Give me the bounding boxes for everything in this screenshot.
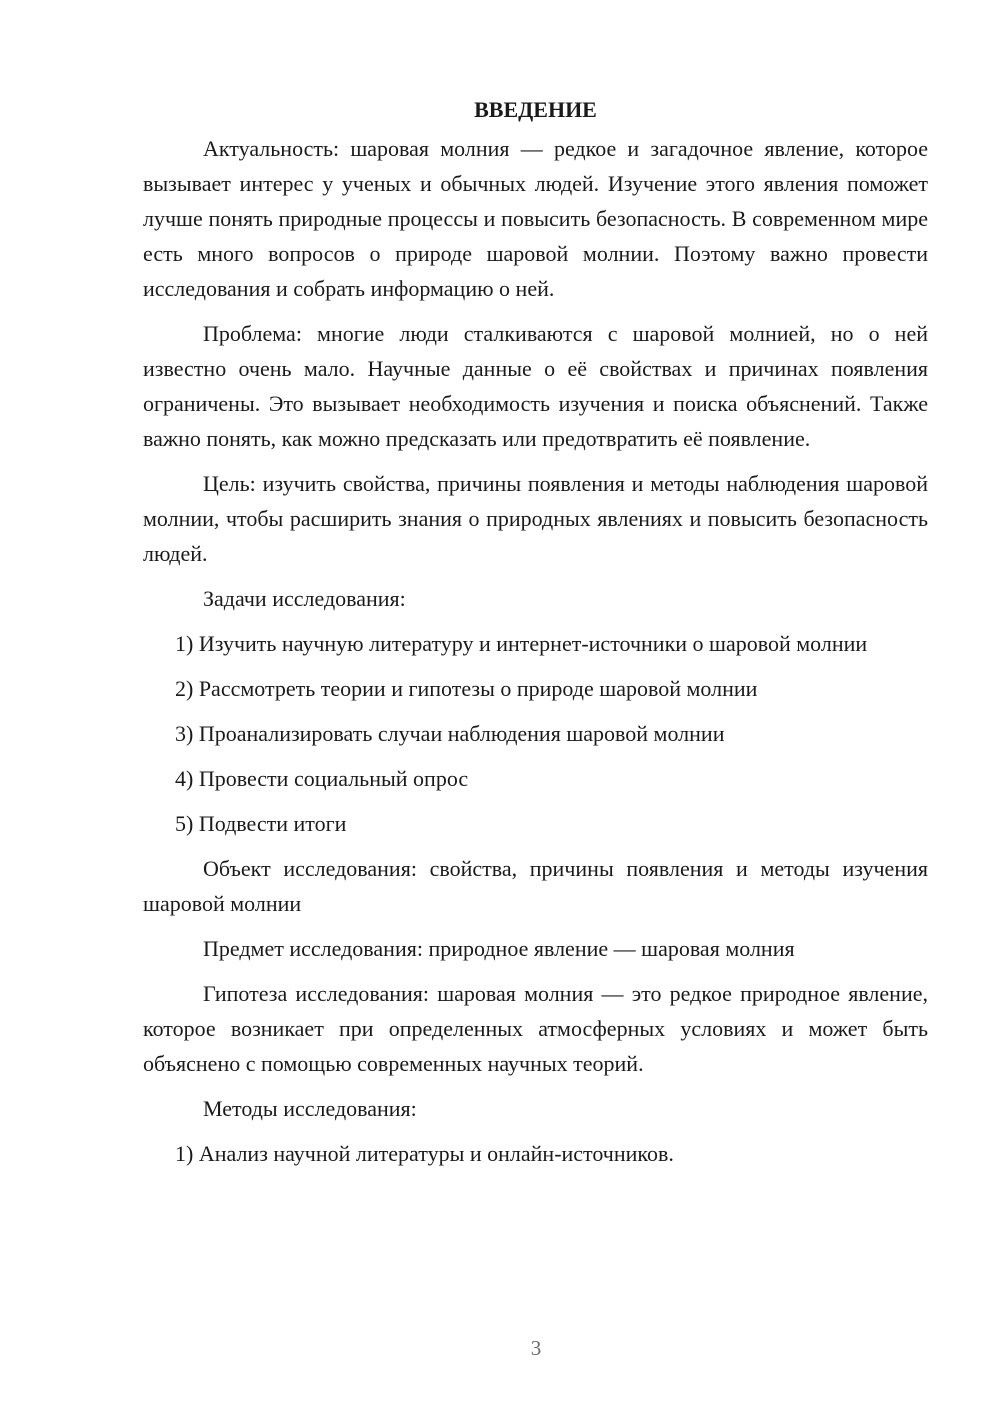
page-number: 3 — [530, 1336, 542, 1360]
list-item: 2) Рассмотреть теории и гипотезы о природе шаровой молнии — [175, 676, 758, 701]
methods-title: Методы исследования: — [203, 1096, 417, 1121]
page-content — [143, 92, 928, 1181]
problem-paragraph: Проблема: многие люди сталкиваются с шаровой молнией, но о ней известно очень мало. Научные данные о её свойствах и причинах появления ограничены. Это вызывает необходимость изучения и поиска объяснений. Также важно понять, как можно предсказать или предотвратить её появление. — [143, 321, 928, 451]
methods-list — [143, 1136, 928, 1171]
list-item: 4) Провести социальный опрос — [175, 766, 469, 791]
tasks-title: Задачи исследования: — [203, 586, 406, 611]
object-paragraph: Объект исследования: свойства, причины появления и методы изучения шаровой молнии — [143, 856, 928, 916]
hypothesis-paragraph: Гипотеза исследования: шаровая молния — это редкое природное явление, которое возникает при определенных атмосферных условиях и может быть объяснено с помощью современных научных теорий. — [143, 981, 928, 1076]
goal-paragraph: Цель: изучить свойства, причины появления и методы наблюдения шаровой молнии, чтобы расширить знания о природных явлениях и повысить безопасность людей. — [143, 471, 928, 566]
list-item: 3) Проанализировать случаи наблюдения шаровой молнии — [175, 721, 725, 746]
list-item: 5) Подвести итоги — [175, 811, 347, 836]
page-title: ВВЕДЕНИЕ — [474, 97, 597, 122]
list-item: 1) Анализ научной литературы и онлайн-источников. — [175, 1141, 674, 1166]
relevance-paragraph: Актуальность: шаровая молния — редкое и загадочное явление, которое вызывает интерес у ученых и обычных людей. Изучение этого явления поможет лучше понять природные процессы и повысить безопасность. В современном мире есть много вопросов о природе шаровой молнии. Поэтому важно провести исследования и собрать информацию о ней. — [143, 136, 928, 301]
list-item: 1) Изучить научную литературу и интернет-источники о шаровой молнии — [175, 631, 868, 656]
subject-paragraph: Предмет исследования: природное явление — шаровая молния — [203, 936, 795, 961]
tasks-list — [143, 626, 928, 841]
